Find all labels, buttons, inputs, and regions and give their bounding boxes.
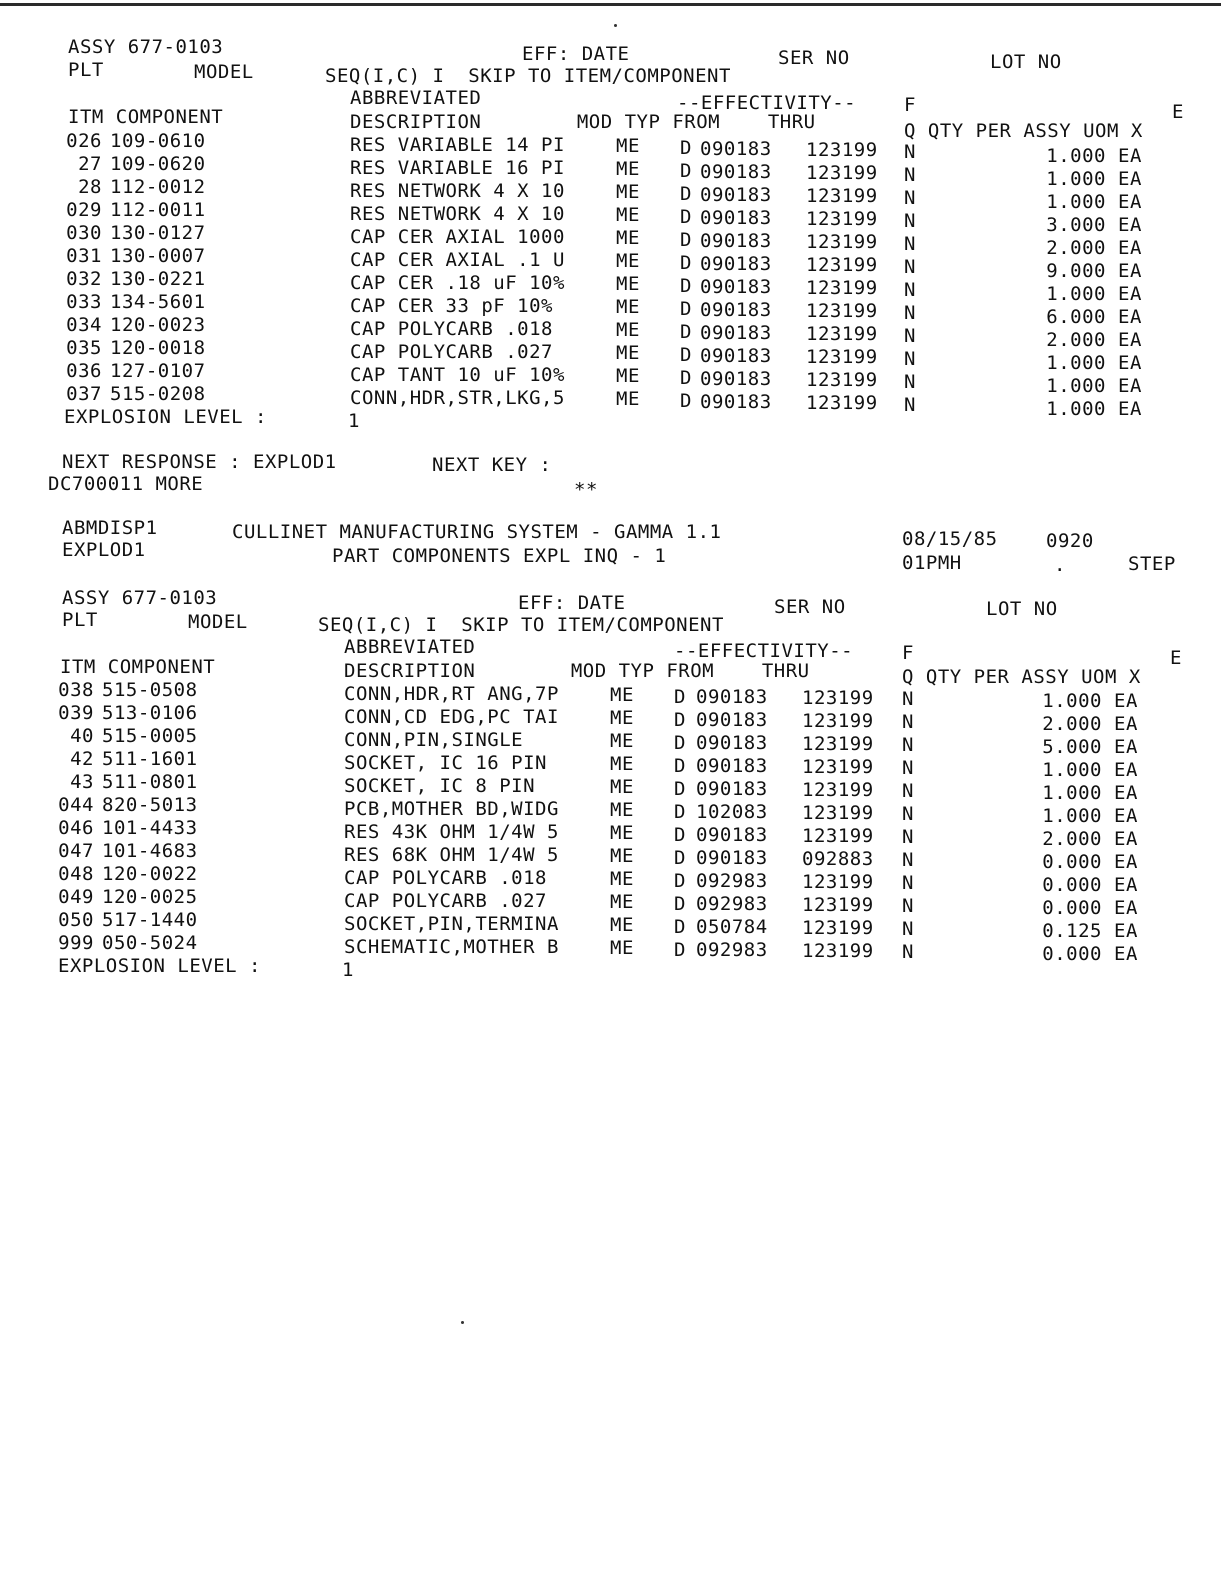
row-thru: 123199 — [802, 940, 874, 962]
next-response-field[interactable]: NEXT RESPONSE : EXPLOD1 — [62, 451, 337, 473]
row-q: N — [902, 849, 914, 871]
row-thru: 123199 — [806, 277, 878, 299]
row-from: 090183 — [700, 161, 772, 183]
row-itm: 035 — [66, 337, 102, 359]
row-from: 090183 — [696, 824, 768, 846]
row-from: 090183 — [700, 184, 772, 206]
row-component: 120-0018 — [110, 337, 206, 359]
row-component: 513-0106 — [102, 702, 198, 724]
system-title: CULLINET MANUFACTURING SYSTEM - GAMMA 1.1 — [232, 521, 722, 543]
row-from: 090183 — [696, 755, 768, 777]
row-q: N — [904, 164, 916, 186]
row-qty: 3.000 — [1046, 214, 1106, 236]
row-component: 120-0025 — [102, 886, 198, 908]
row-q: N — [902, 918, 914, 940]
row-uom: EA — [1114, 713, 1138, 735]
row-uom: EA — [1118, 168, 1142, 190]
row-thru: 123199 — [806, 346, 878, 368]
row-mod: ME — [616, 388, 640, 410]
row-itm: 039 — [58, 702, 94, 724]
row-uom: EA — [1118, 306, 1142, 328]
eff-date-label: EFF: DATE — [522, 43, 630, 65]
row-uom: EA — [1118, 283, 1142, 305]
e-header: E — [1172, 101, 1184, 123]
screen-subtitle: PART COMPONENTS EXPL INQ - 1 — [332, 545, 667, 567]
row-component: 120-0022 — [102, 863, 198, 885]
row-description: CAP POLYCARB .018 — [350, 318, 565, 340]
row-q: N — [904, 325, 916, 347]
row-uom: EA — [1114, 805, 1138, 827]
row-uom: EA — [1114, 759, 1138, 781]
row-typ: D — [680, 321, 692, 343]
row-component: 101-4433 — [102, 817, 198, 839]
explosion-level-field[interactable]: 1 — [342, 959, 354, 981]
row-qty: 2.000 — [1046, 237, 1106, 259]
row-itm: 40 — [70, 725, 94, 747]
row-thru: 123199 — [802, 825, 874, 847]
itm-component-header: ITM COMPONENT — [60, 656, 216, 678]
row-mod: ME — [610, 845, 634, 867]
row-itm: 28 — [78, 176, 102, 198]
row-qty: 2.000 — [1042, 828, 1102, 850]
explosion-level-field[interactable]: 1 — [348, 410, 360, 432]
row-q: N — [904, 187, 916, 209]
row-uom: EA — [1118, 352, 1142, 374]
row-thru: 123199 — [802, 871, 874, 893]
row-q: N — [902, 734, 914, 756]
row-description: CAP POLYCARB .018 — [344, 867, 559, 889]
row-from: 092983 — [696, 893, 768, 915]
row-mod: ME — [610, 822, 634, 844]
row-mod: ME — [610, 914, 634, 936]
description-header: DESCRIPTION MOD TYP FROM THRU — [344, 660, 810, 682]
row-thru: 123199 — [806, 185, 878, 207]
row-typ: D — [674, 732, 686, 754]
row-qty: 0.000 — [1042, 943, 1102, 965]
row-uom: EA — [1114, 943, 1138, 965]
qty-header: Q QTY PER ASSY UOM X — [904, 120, 1143, 142]
row-uom: EA — [1118, 214, 1142, 236]
row-qty: 1.000 — [1046, 352, 1106, 374]
row-q: N — [902, 872, 914, 894]
row-q: N — [904, 348, 916, 370]
row-typ: D — [674, 686, 686, 708]
row-typ: D — [674, 778, 686, 800]
row-q: N — [902, 711, 914, 733]
row-typ: D — [674, 870, 686, 892]
row-description: RES NETWORK 4 X 10 — [350, 203, 565, 225]
row-itm: 033 — [66, 291, 102, 313]
row-from: 090183 — [696, 732, 768, 754]
row-from: 090183 — [700, 368, 772, 390]
separator-stars: ** — [574, 479, 598, 501]
row-q: N — [904, 394, 916, 416]
row-typ: D — [680, 298, 692, 320]
row-from: 102083 — [696, 801, 768, 823]
row-mod: ME — [610, 684, 634, 706]
row-component: 511-0801 — [102, 771, 198, 793]
row-itm: 27 — [78, 153, 102, 175]
row-mod: ME — [610, 707, 634, 729]
row-mod: ME — [610, 937, 634, 959]
effectivity-header: --EFFECTIVITY-- — [674, 640, 854, 662]
row-component: 109-0610 — [110, 130, 206, 152]
row-itm: 050 — [58, 909, 94, 931]
row-component: 515-0508 — [102, 679, 198, 701]
row-description: RES VARIABLE 14 PI — [350, 134, 565, 156]
description-header: DESCRIPTION MOD TYP FROM THRU — [350, 111, 816, 133]
row-q: N — [904, 141, 916, 163]
row-thru: 123199 — [802, 756, 874, 778]
row-description: PCB,MOTHER BD,WIDG — [344, 798, 559, 820]
row-thru: 123199 — [806, 231, 878, 253]
row-thru: 123199 — [802, 733, 874, 755]
row-component: 134-5601 — [110, 291, 206, 313]
abbreviated-header: ABBREVIATED — [344, 636, 476, 658]
row-mod: ME — [616, 342, 640, 364]
seq-skip-field[interactable]: SEQ(I,C) I SKIP TO ITEM/COMPONENT — [325, 65, 731, 87]
row-itm: 034 — [66, 314, 102, 336]
row-from: 090183 — [700, 230, 772, 252]
row-typ: D — [674, 709, 686, 731]
page-top-rule — [0, 3, 1221, 6]
row-itm: 42 — [70, 748, 94, 770]
row-from: 090183 — [700, 207, 772, 229]
row-from: 090183 — [700, 391, 772, 413]
row-description: CAP TANT 10 uF 10% — [350, 364, 565, 386]
row-uom: EA — [1118, 191, 1142, 213]
row-qty: 1.000 — [1042, 782, 1102, 804]
row-qty: 0.000 — [1042, 851, 1102, 873]
row-typ: D — [680, 390, 692, 412]
row-from: 090183 — [700, 138, 772, 160]
row-typ: D — [674, 824, 686, 846]
row-component: 130-0127 — [110, 222, 206, 244]
row-typ: D — [680, 137, 692, 159]
row-typ: D — [674, 916, 686, 938]
row-thru: 092883 — [802, 848, 874, 870]
row-mod: ME — [616, 227, 640, 249]
row-qty: 5.000 — [1042, 736, 1102, 758]
row-itm: 049 — [58, 886, 94, 908]
row-typ: D — [674, 847, 686, 869]
row-typ: D — [674, 801, 686, 823]
row-uom: EA — [1114, 828, 1138, 850]
f-header: F — [904, 94, 916, 116]
row-q: N — [902, 688, 914, 710]
effectivity-header: --EFFECTIVITY-- — [677, 92, 857, 114]
row-mod: ME — [616, 273, 640, 295]
row-uom: EA — [1118, 260, 1142, 282]
assy-label: ASSY 677-0103 — [62, 587, 218, 609]
row-qty: 1.000 — [1042, 690, 1102, 712]
itm-component-header: ITM COMPONENT — [68, 106, 224, 128]
row-typ: D — [680, 252, 692, 274]
row-itm: 029 — [66, 199, 102, 221]
row-itm: 031 — [66, 245, 102, 267]
row-description: CAP CER AXIAL 1000 — [350, 226, 565, 248]
row-qty: 9.000 — [1046, 260, 1106, 282]
row-component: 109-0620 — [110, 153, 206, 175]
model-label: MODEL — [194, 61, 254, 83]
row-qty: 1.000 — [1046, 375, 1106, 397]
row-qty: 1.000 — [1042, 759, 1102, 781]
row-component: 101-4683 — [102, 840, 198, 862]
row-thru: 123199 — [806, 369, 878, 391]
row-typ: D — [680, 206, 692, 228]
row-qty: 1.000 — [1042, 805, 1102, 827]
row-component: 112-0012 — [110, 176, 206, 198]
scan-speck — [461, 1321, 464, 1324]
row-q: N — [904, 302, 916, 324]
row-mod: ME — [610, 799, 634, 821]
row-from: 092983 — [696, 870, 768, 892]
row-thru: 123199 — [802, 917, 874, 939]
row-typ: D — [674, 893, 686, 915]
row-from: 090183 — [700, 345, 772, 367]
row-component: 127-0107 — [110, 360, 206, 382]
next-key-field[interactable]: NEXT KEY : — [432, 454, 552, 476]
row-mod: ME — [616, 181, 640, 203]
row-q: N — [902, 803, 914, 825]
row-component: 517-1440 — [102, 909, 198, 931]
row-typ: D — [674, 755, 686, 777]
row-mod: ME — [610, 868, 634, 890]
row-from: 090183 — [696, 847, 768, 869]
row-uom: EA — [1114, 851, 1138, 873]
row-mod: ME — [610, 753, 634, 775]
row-q: N — [902, 826, 914, 848]
row-description: CONN,HDR,STR,LKG,5 — [350, 387, 565, 409]
row-mod: ME — [616, 365, 640, 387]
row-mod: ME — [616, 250, 640, 272]
row-itm: 999 — [58, 932, 94, 954]
ser-no-label: SER NO — [774, 596, 846, 618]
step-indicator: STEP — [1128, 553, 1176, 575]
assy-label: ASSY 677-0103 — [68, 36, 224, 58]
row-itm: 048 — [58, 863, 94, 885]
row-q: N — [902, 757, 914, 779]
row-itm: 036 — [66, 360, 102, 382]
row-from: 092983 — [696, 939, 768, 961]
row-mod: ME — [616, 158, 640, 180]
row-itm: 038 — [58, 679, 94, 701]
explosion-level-label: EXPLOSION LEVEL : — [64, 406, 267, 428]
row-description: SOCKET,PIN,TERMINA — [344, 913, 559, 935]
row-q: N — [904, 256, 916, 278]
row-from: 050784 — [696, 916, 768, 938]
row-description: CONN,CD EDG,PC TAI — [344, 706, 559, 728]
row-thru: 123199 — [806, 392, 878, 414]
qty-header: Q QTY PER ASSY UOM X — [902, 666, 1141, 688]
row-thru: 123199 — [802, 710, 874, 732]
row-uom: EA — [1118, 329, 1142, 351]
row-typ: D — [680, 275, 692, 297]
row-component: 130-0221 — [110, 268, 206, 290]
row-description: CONN,PIN,SINGLE — [344, 729, 559, 751]
eff-date-label: EFF: DATE — [518, 592, 626, 614]
row-itm: 046 — [58, 817, 94, 839]
row-qty: 1.000 — [1046, 283, 1106, 305]
row-component: 112-0011 — [110, 199, 206, 221]
row-qty: 0.000 — [1042, 874, 1102, 896]
row-from: 090183 — [700, 299, 772, 321]
row-typ: D — [680, 344, 692, 366]
row-typ: D — [680, 183, 692, 205]
row-component: 820-5013 — [102, 794, 198, 816]
plt-label: PLT — [68, 59, 104, 81]
row-thru: 123199 — [806, 162, 878, 184]
row-description: RES NETWORK 4 X 10 — [350, 180, 565, 202]
row-description: CONN,HDR,RT ANG,7P — [344, 683, 559, 705]
row-description: CAP CER AXIAL .1 U — [350, 249, 565, 271]
row-component: 120-0023 — [110, 314, 206, 336]
row-uom: EA — [1114, 690, 1138, 712]
row-thru: 123199 — [802, 894, 874, 916]
row-description: CAP POLYCARB .027 — [350, 341, 565, 363]
row-typ: D — [680, 160, 692, 182]
user-id: 01PMH — [902, 552, 962, 574]
row-qty: 1.000 — [1046, 145, 1106, 167]
row-component: 515-0208 — [110, 383, 206, 405]
row-description: CAP CER .18 uF 10% — [350, 272, 565, 294]
row-itm: 037 — [66, 383, 102, 405]
row-qty: 1.000 — [1046, 191, 1106, 213]
row-from: 090183 — [696, 778, 768, 800]
row-from: 090183 — [700, 322, 772, 344]
row-uom: EA — [1114, 736, 1138, 758]
system-date: 08/15/85 — [902, 528, 998, 550]
row-uom: EA — [1114, 782, 1138, 804]
row-uom: EA — [1114, 920, 1138, 942]
row-from: 090183 — [700, 253, 772, 275]
row-description: RES VARIABLE 16 PI — [350, 157, 565, 179]
row-qty: 2.000 — [1046, 329, 1106, 351]
row-description: RES 43K OHM 1/4W 5 — [344, 821, 559, 843]
row-typ: D — [680, 229, 692, 251]
row-from: 090183 — [700, 276, 772, 298]
ser-no-label: SER NO — [778, 47, 850, 69]
row-mod: ME — [616, 296, 640, 318]
row-description: SOCKET, IC 8 PIN — [344, 775, 559, 797]
row-q: N — [904, 279, 916, 301]
lot-no-label: LOT NO — [986, 598, 1058, 620]
row-uom: EA — [1118, 398, 1142, 420]
row-qty: 6.000 — [1046, 306, 1106, 328]
row-typ: D — [680, 367, 692, 389]
cursor-dot: . — [1054, 554, 1066, 576]
row-q: N — [902, 895, 914, 917]
row-itm: 43 — [70, 771, 94, 793]
row-mod: ME — [610, 730, 634, 752]
row-from: 090183 — [696, 686, 768, 708]
row-uom: EA — [1114, 874, 1138, 896]
plt-label: PLT — [62, 609, 98, 631]
row-qty: 1.000 — [1046, 398, 1106, 420]
row-thru: 123199 — [806, 323, 878, 345]
row-description: CAP POLYCARB .027 — [344, 890, 559, 912]
row-thru: 123199 — [806, 139, 878, 161]
row-qty: 0.125 — [1042, 920, 1102, 942]
row-mod: ME — [610, 776, 634, 798]
row-thru: 123199 — [802, 802, 874, 824]
row-description: RES 68K OHM 1/4W 5 — [344, 844, 559, 866]
screen-id: EXPLOD1 — [62, 539, 146, 561]
row-typ: D — [674, 939, 686, 961]
row-from: 090183 — [696, 709, 768, 731]
row-description: CAP CER 33 pF 10% — [350, 295, 565, 317]
row-thru: 123199 — [802, 779, 874, 801]
row-component: 130-0007 — [110, 245, 206, 267]
row-q: N — [904, 233, 916, 255]
row-thru: 123199 — [806, 254, 878, 276]
row-mod: ME — [610, 891, 634, 913]
status-message: DC700011 MORE — [48, 473, 204, 495]
row-itm: 030 — [66, 222, 102, 244]
row-component: 515-0005 — [102, 725, 198, 747]
model-label: MODEL — [188, 611, 248, 633]
seq-skip-field[interactable]: SEQ(I,C) I SKIP TO ITEM/COMPONENT — [318, 614, 724, 636]
row-uom: EA — [1118, 237, 1142, 259]
row-itm: 044 — [58, 794, 94, 816]
row-itm: 032 — [66, 268, 102, 290]
row-uom: EA — [1118, 375, 1142, 397]
row-qty: 2.000 — [1042, 713, 1102, 735]
row-uom: EA — [1118, 145, 1142, 167]
row-qty: 1.000 — [1046, 168, 1106, 190]
row-description: SCHEMATIC,MOTHER B — [344, 936, 559, 958]
row-thru: 123199 — [806, 208, 878, 230]
row-qty: 0.000 — [1042, 897, 1102, 919]
scan-speck — [614, 24, 617, 27]
f-header: F — [902, 642, 914, 664]
row-itm: 026 — [66, 130, 102, 152]
row-description: SOCKET, IC 16 PIN — [344, 752, 559, 774]
lot-no-label: LOT NO — [990, 51, 1062, 73]
abbreviated-header: ABBREVIATED — [350, 87, 482, 109]
row-component: 050-5024 — [102, 932, 198, 954]
row-q: N — [904, 371, 916, 393]
explosion-level-label: EXPLOSION LEVEL : — [58, 955, 261, 977]
row-mod: ME — [616, 204, 640, 226]
row-q: N — [904, 210, 916, 232]
row-thru: 123199 — [806, 300, 878, 322]
row-mod: ME — [616, 319, 640, 341]
row-itm: 047 — [58, 840, 94, 862]
system-time: 0920 — [1046, 530, 1094, 552]
row-uom: EA — [1114, 897, 1138, 919]
row-q: N — [902, 780, 914, 802]
row-thru: 123199 — [802, 687, 874, 709]
row-q: N — [902, 941, 914, 963]
row-component: 511-1601 — [102, 748, 198, 770]
program-id: ABMDISP1 — [62, 517, 158, 539]
row-mod: ME — [616, 135, 640, 157]
e-header: E — [1170, 647, 1182, 669]
